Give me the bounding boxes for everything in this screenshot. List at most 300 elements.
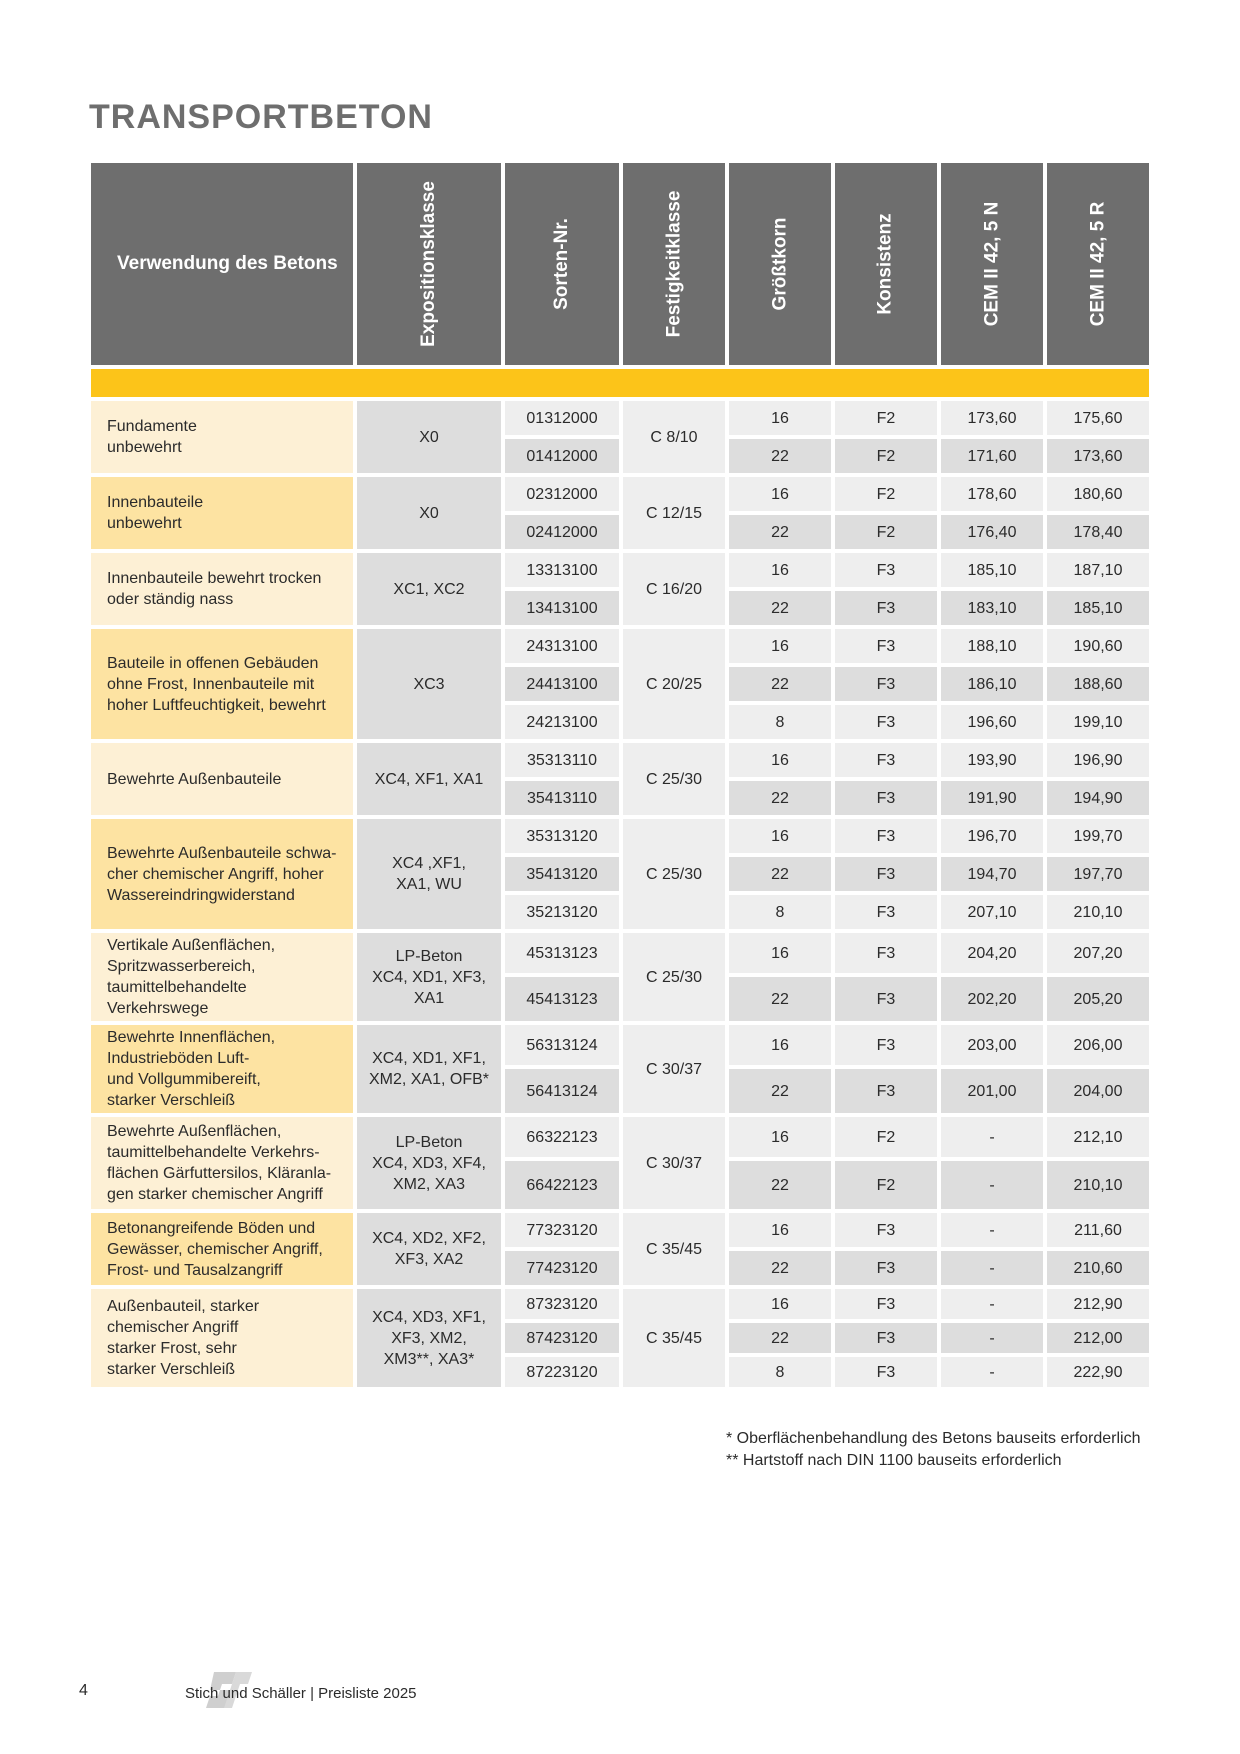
- strength-class-cell-text: C 30/37: [645, 1060, 703, 1078]
- price-cem-n-cell: [941, 591, 1043, 625]
- exposure-class-cell-text: XC4, XF1, XA1: [374, 770, 484, 788]
- header-accent-band: [91, 369, 1149, 397]
- consistency-cell-text: F3: [876, 751, 896, 769]
- price-cem-n-cell: [941, 1289, 1043, 1319]
- price-cem-n-cell: [941, 439, 1043, 473]
- sort-number-cell-text: 87223120: [526, 1363, 598, 1381]
- exposure-class-cell: [357, 629, 501, 739]
- price-cem-r-cell-text: 175,60: [1073, 409, 1123, 427]
- grain-size-cell-text: 16: [771, 1128, 789, 1146]
- consistency-cell: [835, 705, 937, 739]
- sort-number-cell-text: 13413100: [526, 599, 598, 617]
- price-cem-r-cell-text: 205,20: [1073, 990, 1123, 1008]
- grain-size-cell: [729, 439, 831, 473]
- grain-size-cell-text: 22: [771, 1082, 789, 1100]
- price-cem-r-cell: [1047, 667, 1149, 701]
- grain-size-cell-text: 16: [771, 827, 789, 845]
- header-groesstkorn: [729, 163, 831, 365]
- price-cem-n-cell: [941, 401, 1043, 435]
- strength-class-cell-text: C 12/15: [645, 504, 703, 522]
- price-cem-r-cell: [1047, 1025, 1149, 1065]
- price-cem-r-cell-text: 190,60: [1073, 637, 1123, 655]
- header-expositionsklasse: [357, 163, 501, 365]
- sort-number-cell-text: 35313110: [527, 751, 597, 769]
- consistency-cell: [835, 591, 937, 625]
- consistency-cell: [835, 1117, 937, 1157]
- sort-number-cell: [505, 705, 619, 739]
- price-cem-n-cell: [941, 553, 1043, 587]
- consistency-cell: [835, 629, 937, 663]
- grain-size-cell: [729, 1251, 831, 1285]
- exposure-class-cell-text: XC3: [413, 675, 445, 693]
- price-cem-n-cell-text: 204,20: [967, 944, 1017, 962]
- sort-number-cell: [505, 1025, 619, 1065]
- usage-cell-text: Bewehrte Außenflächen, taumittelbehandelte Verkehrs- flächen Gärfuttersilos, Kläranla- gen starker chemischer Angriff: [107, 1123, 332, 1203]
- usage-cell: [91, 1117, 353, 1209]
- price-cem-n-cell: [941, 743, 1043, 777]
- grain-size-cell: [729, 781, 831, 815]
- sort-number-cell-text: 35413110: [527, 789, 597, 807]
- sort-number-cell: [505, 1161, 619, 1209]
- consistency-cell: [835, 1251, 937, 1285]
- header-label: CEM II 42, 5 R: [1087, 201, 1109, 327]
- consistency-cell-text: F3: [876, 713, 896, 731]
- price-cem-n-cell-text: -: [989, 1329, 995, 1347]
- grain-size-cell: [729, 1213, 831, 1247]
- consistency-cell-text: F2: [876, 447, 896, 465]
- sort-number-cell-text: 77323120: [526, 1221, 598, 1239]
- sort-number-cell: [505, 1117, 619, 1157]
- sort-number-cell: [505, 439, 619, 473]
- sort-number-cell-text: 35213120: [526, 903, 598, 921]
- header-verwendung: Verwendung des Betons: [91, 163, 353, 365]
- price-cem-r-cell: [1047, 1357, 1149, 1387]
- exposure-class-cell-text: XC4 ,XF1, XA1, WU: [392, 855, 466, 893]
- usage-cell-text: Fundamente unbewehrt: [107, 418, 197, 456]
- grain-size-cell-text: 16: [771, 485, 789, 503]
- grain-size-cell-text: 22: [771, 447, 789, 465]
- price-cem-n-cell: [941, 1357, 1043, 1387]
- strength-class-cell: [623, 553, 725, 625]
- grain-size-cell: [729, 401, 831, 435]
- sort-number-cell: [505, 1069, 619, 1113]
- consistency-cell: [835, 1289, 937, 1319]
- consistency-cell: [835, 1025, 937, 1065]
- footnote: * Oberflächenbehandlung des Betons bauseits erforderlich: [726, 1430, 1141, 1447]
- header-konsistenz: [835, 163, 937, 365]
- price-cem-n-cell-text: -: [989, 1259, 995, 1277]
- price-cem-n-cell-text: -: [989, 1363, 995, 1381]
- sort-number-cell: [505, 629, 619, 663]
- sort-number-cell-text: 87423120: [526, 1329, 598, 1347]
- grain-size-cell-text: 8: [775, 903, 785, 921]
- consistency-cell-text: F3: [876, 944, 896, 962]
- price-cem-n-cell: [941, 515, 1043, 549]
- price-cem-r-cell: [1047, 477, 1149, 511]
- price-cem-n-cell: [941, 667, 1043, 701]
- strength-class-cell-text: C 35/45: [645, 1240, 703, 1258]
- price-cem-r-cell-text: 194,90: [1073, 789, 1123, 807]
- strength-class-cell-text: C 16/20: [645, 580, 703, 598]
- price-cem-n-cell-text: -: [989, 1221, 995, 1239]
- consistency-cell: [835, 743, 937, 777]
- price-cem-r-cell-text: 212,10: [1073, 1128, 1123, 1146]
- sort-number-cell-text: 01312000: [526, 409, 598, 427]
- sort-number-cell: [505, 895, 619, 929]
- price-cem-n-cell-text: 171,60: [967, 447, 1017, 465]
- consistency-cell: [835, 401, 937, 435]
- sort-number-cell: [505, 477, 619, 511]
- price-cem-n-cell: [941, 477, 1043, 511]
- grain-size-cell-text: 16: [771, 409, 789, 427]
- grain-size-cell: [729, 1357, 831, 1387]
- grain-size-cell-text: 22: [771, 789, 789, 807]
- price-cem-r-cell-text: 178,40: [1073, 523, 1123, 541]
- price-cem-n-cell-text: 183,10: [967, 599, 1017, 617]
- exposure-class-cell: [357, 933, 501, 1021]
- grain-size-cell: [729, 705, 831, 739]
- consistency-cell-text: F3: [876, 903, 896, 921]
- price-cem-n-cell: [941, 1323, 1043, 1353]
- sort-number-cell-text: 02412000: [526, 523, 598, 541]
- consistency-cell-text: F3: [876, 561, 896, 579]
- price-cem-r-cell: [1047, 1289, 1149, 1319]
- usage-cell-text: Bewehrte Innenflächen, Industrieböden Luft- und Vollgummibereift, starker Verschleiß: [107, 1029, 276, 1109]
- price-cem-n-cell: [941, 629, 1043, 663]
- sort-number-cell-text: 02312000: [526, 485, 598, 503]
- price-cem-r-cell: [1047, 705, 1149, 739]
- consistency-cell-text: F3: [876, 1363, 896, 1381]
- header-cem-r: [1047, 163, 1149, 365]
- sort-number-cell: [505, 553, 619, 587]
- grain-size-cell-text: 22: [771, 599, 789, 617]
- price-cem-r-cell-text: 210,60: [1073, 1259, 1123, 1277]
- price-cem-n-cell: [941, 895, 1043, 929]
- exposure-class-cell-text: XC1, XC2: [393, 580, 465, 598]
- usage-cell-text: Vertikale Außenflächen, Spritzwasserbereich, taumittelbehandelte Verkehrswege: [107, 937, 276, 1017]
- strength-class-cell-text: C 25/30: [645, 968, 703, 986]
- price-cem-n-cell: [941, 1213, 1043, 1247]
- grain-size-cell-text: 22: [771, 1329, 789, 1347]
- price-cem-r-cell-text: 204,00: [1073, 1082, 1123, 1100]
- strength-class-cell: [623, 743, 725, 815]
- price-cem-r-cell: [1047, 743, 1149, 777]
- price-cem-n-cell: [941, 819, 1043, 853]
- consistency-cell-text: F3: [876, 599, 896, 617]
- sort-number-cell-text: 13313100: [526, 561, 598, 579]
- sort-number-cell-text: 01412000: [526, 447, 598, 465]
- exposure-class-cell: [357, 1213, 501, 1285]
- price-cem-n-cell-text: -: [989, 1176, 995, 1194]
- exposure-class-cell-text: LP-Beton XC4, XD1, XF3, XA1: [372, 947, 486, 1007]
- sort-number-cell-text: 45313123: [526, 944, 598, 962]
- usage-cell: [91, 933, 353, 1021]
- sort-number-cell: [505, 781, 619, 815]
- price-cem-n-cell-text: -: [989, 1295, 995, 1313]
- strength-class-cell: [623, 1213, 725, 1285]
- consistency-cell-text: F3: [876, 990, 896, 1008]
- price-cem-r-cell-text: 207,20: [1073, 944, 1123, 962]
- price-cem-r-cell-text: 197,70: [1073, 865, 1123, 883]
- grain-size-cell: [729, 1025, 831, 1065]
- price-cem-n-cell: [941, 1069, 1043, 1113]
- grain-size-cell: [729, 1117, 831, 1157]
- price-cem-n-cell-text: 196,70: [967, 827, 1017, 845]
- grain-size-cell: [729, 591, 831, 625]
- exposure-class-cell-text: X0: [419, 504, 439, 522]
- price-cem-r-cell-text: 211,60: [1074, 1221, 1122, 1239]
- sort-number-cell: [505, 1213, 619, 1247]
- price-cem-r-cell: [1047, 1251, 1149, 1285]
- price-cem-n-cell-text: 176,40: [967, 523, 1017, 541]
- consistency-cell-text: F3: [876, 1221, 896, 1239]
- strength-class-cell-text: C 8/10: [650, 428, 698, 446]
- consistency-cell-text: F3: [876, 1082, 896, 1100]
- price-cem-r-cell-text: 187,10: [1073, 561, 1123, 579]
- sort-number-cell: [505, 667, 619, 701]
- sort-number-cell-text: 56413124: [526, 1082, 598, 1100]
- grain-size-cell-text: 16: [771, 1295, 789, 1313]
- usage-cell: [91, 743, 353, 815]
- sort-number-cell-text: 35313120: [526, 827, 598, 845]
- price-cem-r-cell: [1047, 781, 1149, 815]
- consistency-cell: [835, 439, 937, 473]
- price-cem-r-cell-text: 210,10: [1073, 903, 1123, 921]
- sort-number-cell-text: 56313124: [526, 1036, 598, 1054]
- sort-number-cell: [505, 819, 619, 853]
- consistency-cell-text: F3: [876, 1259, 896, 1277]
- price-cem-r-cell-text: 180,60: [1073, 485, 1123, 503]
- price-cem-n-cell: [941, 857, 1043, 891]
- price-cem-r-cell-text: 222,90: [1073, 1363, 1123, 1381]
- price-cem-r-cell-text: 199,70: [1073, 827, 1123, 845]
- consistency-cell-text: F2: [876, 409, 896, 427]
- price-cem-r-cell-text: 212,90: [1073, 1295, 1123, 1313]
- strength-class-cell-text: C 25/30: [645, 865, 703, 883]
- grain-size-cell: [729, 933, 831, 973]
- consistency-cell-text: F3: [876, 637, 896, 655]
- consistency-cell: [835, 933, 937, 973]
- usage-cell: [91, 629, 353, 739]
- header-label: Festigkeitklasse: [663, 190, 684, 338]
- consistency-cell-text: F3: [876, 675, 896, 693]
- exposure-class-cell: [357, 819, 501, 929]
- sort-number-cell: [505, 401, 619, 435]
- strength-class-cell-text: C 20/25: [645, 675, 703, 693]
- strength-class-cell-text: C 30/37: [645, 1154, 703, 1172]
- price-cem-r-cell-text: 199,10: [1073, 713, 1123, 731]
- price-cem-n-cell-text: -: [989, 1128, 995, 1146]
- header-label: CEM II 42, 5 N: [981, 201, 1003, 327]
- usage-cell: [91, 477, 353, 549]
- price-cem-r-cell: [1047, 857, 1149, 891]
- grain-size-cell: [729, 1161, 831, 1209]
- price-cem-n-cell-text: 194,70: [967, 865, 1017, 883]
- consistency-cell: [835, 553, 937, 587]
- grain-size-cell: [729, 629, 831, 663]
- price-cem-r-cell-text: 185,10: [1073, 599, 1123, 617]
- grain-size-cell-text: 22: [771, 675, 789, 693]
- price-cem-r-cell-text: 173,60: [1073, 447, 1123, 465]
- footnote: ** Hartstoff nach DIN 1100 bauseits erforderlich: [726, 1452, 1062, 1469]
- usage-cell-text: Bewehrte Außenbauteile schwa- cher chemischer Angriff, hoher Wassereindringwiderstand: [107, 844, 337, 904]
- usage-cell-text: Außenbauteil, starker chemischer Angriff starker Frost, sehr starker Verschleiß: [107, 1298, 260, 1378]
- strength-class-cell-text: C 35/45: [645, 1329, 703, 1347]
- header-label: Expositionsklasse: [418, 181, 440, 347]
- grain-size-cell: [729, 857, 831, 891]
- grain-size-cell: [729, 667, 831, 701]
- strength-class-cell: [623, 819, 725, 929]
- price-cem-n-cell: [941, 1161, 1043, 1209]
- consistency-cell: [835, 667, 937, 701]
- consistency-cell-text: F2: [876, 1128, 896, 1146]
- consistency-cell-text: F3: [876, 865, 896, 883]
- consistency-cell: [835, 977, 937, 1021]
- grain-size-cell: [729, 477, 831, 511]
- grain-size-cell-text: 22: [771, 1176, 789, 1194]
- grain-size-cell-text: 16: [771, 751, 789, 769]
- price-cem-r-cell: [1047, 629, 1149, 663]
- grain-size-cell-text: 8: [775, 713, 785, 731]
- strength-class-cell: [623, 629, 725, 739]
- price-cem-r-cell: [1047, 1161, 1149, 1209]
- usage-cell-text: Innenbauteile unbewehrt: [107, 494, 204, 532]
- sort-number-cell-text: 24413100: [526, 675, 598, 693]
- consistency-cell-text: F3: [876, 789, 896, 807]
- grain-size-cell-text: 16: [771, 1221, 789, 1239]
- price-cem-r-cell: [1047, 977, 1149, 1021]
- usage-cell: [91, 1213, 353, 1285]
- price-cem-n-cell-text: 191,90: [967, 789, 1017, 807]
- price-cem-n-cell-text: 193,90: [967, 751, 1017, 769]
- consistency-cell-text: F3: [876, 1329, 896, 1347]
- exposure-class-cell: [357, 477, 501, 549]
- price-cem-r-cell-text: 206,00: [1073, 1036, 1123, 1054]
- exposure-class-cell: [357, 1117, 501, 1209]
- price-cem-n-cell-text: 173,60: [967, 409, 1017, 427]
- usage-cell-text: Innenbauteile bewehrt trocken oder ständig nass: [107, 570, 322, 608]
- price-cem-n-cell-text: 201,00: [967, 1082, 1017, 1100]
- sort-number-cell-text: 87323120: [526, 1295, 598, 1313]
- exposure-class-cell: [357, 401, 501, 473]
- price-cem-r-cell: [1047, 1213, 1149, 1247]
- consistency-cell: [835, 1323, 937, 1353]
- usage-cell-text: Betonangreifende Böden und Gewässer, chemischer Angriff, Frost- und Tausalzangriff: [107, 1219, 323, 1279]
- sort-number-cell-text: 77423120: [526, 1259, 598, 1277]
- consistency-cell-text: F3: [876, 1295, 896, 1313]
- price-cem-r-cell: [1047, 895, 1149, 929]
- consistency-cell: [835, 781, 937, 815]
- sort-number-cell: [505, 857, 619, 891]
- strength-class-cell-text: C 25/30: [645, 770, 703, 788]
- grain-size-cell: [729, 895, 831, 929]
- price-cem-r-cell: [1047, 819, 1149, 853]
- consistency-cell-text: F2: [876, 1176, 896, 1194]
- exposure-class-cell: [357, 1289, 501, 1387]
- footer-text: Stich und Schäller | Preisliste 2025: [185, 1685, 417, 1702]
- usage-cell: [91, 1025, 353, 1113]
- sort-number-cell-text: 35413120: [526, 865, 598, 883]
- sort-number-cell: [505, 591, 619, 625]
- exposure-class-cell: [357, 553, 501, 625]
- price-cem-r-cell: [1047, 591, 1149, 625]
- consistency-cell: [835, 1161, 937, 1209]
- page-title: TRANSPORTBETON: [89, 98, 433, 136]
- grain-size-cell-text: 16: [771, 944, 789, 962]
- strength-class-cell: [623, 477, 725, 549]
- usage-cell: [91, 401, 353, 473]
- consistency-cell: [835, 819, 937, 853]
- sort-number-cell: [505, 1323, 619, 1353]
- price-cem-n-cell-text: 186,10: [967, 675, 1017, 693]
- header-festigkeitklasse: [623, 163, 725, 365]
- exposure-class-cell: [357, 743, 501, 815]
- sort-number-cell: [505, 933, 619, 973]
- grain-size-cell: [729, 515, 831, 549]
- sort-number-cell: [505, 977, 619, 1021]
- grain-size-cell: [729, 1069, 831, 1113]
- sort-number-cell-text: 24313100: [526, 637, 598, 655]
- price-cem-n-cell: [941, 1251, 1043, 1285]
- price-cem-r-cell: [1047, 1069, 1149, 1113]
- grain-size-cell-text: 22: [771, 523, 789, 541]
- consistency-cell-text: F3: [876, 827, 896, 845]
- price-cem-n-cell: [941, 933, 1043, 973]
- grain-size-cell-text: 16: [771, 637, 789, 655]
- strength-class-cell: [623, 933, 725, 1021]
- consistency-cell: [835, 1357, 937, 1387]
- price-cem-r-cell: [1047, 1117, 1149, 1157]
- header-sorten-nr: [505, 163, 619, 365]
- consistency-cell: [835, 895, 937, 929]
- usage-cell: [91, 819, 353, 929]
- consistency-cell-text: F3: [876, 1036, 896, 1054]
- sort-number-cell-text: 24213100: [526, 713, 598, 731]
- header-label: Konsistenz: [874, 213, 896, 315]
- header-label: Größtkorn: [768, 217, 790, 311]
- price-cem-n-cell-text: 188,10: [967, 637, 1017, 655]
- price-cem-r-cell: [1047, 515, 1149, 549]
- grain-size-cell: [729, 977, 831, 1021]
- price-cem-n-cell-text: 196,60: [967, 713, 1017, 731]
- price-cem-n-cell: [941, 705, 1043, 739]
- price-cem-r-cell: [1047, 553, 1149, 587]
- consistency-cell-text: F2: [876, 485, 896, 503]
- price-cem-r-cell: [1047, 439, 1149, 473]
- consistency-cell: [835, 477, 937, 511]
- consistency-cell: [835, 515, 937, 549]
- sort-number-cell-text: 66322123: [526, 1128, 598, 1146]
- exposure-class-cell-text: LP-Beton XC4, XD3, XF4, XM2, XA3: [372, 1133, 486, 1193]
- price-cem-r-cell-text: 196,90: [1073, 751, 1123, 769]
- grain-size-cell-text: 16: [771, 561, 789, 579]
- price-cem-r-cell: [1047, 401, 1149, 435]
- grain-size-cell-text: 16: [771, 1036, 789, 1054]
- price-cem-r-cell: [1047, 933, 1149, 973]
- price-cem-n-cell: [941, 1117, 1043, 1157]
- strength-class-cell: [623, 1025, 725, 1113]
- footnotes: [726, 1428, 1141, 1472]
- sort-number-cell-text: 66422123: [526, 1176, 598, 1194]
- price-cem-n-cell-text: 207,10: [967, 903, 1017, 921]
- consistency-cell: [835, 1069, 937, 1113]
- sort-number-cell: [505, 515, 619, 549]
- usage-cell: [91, 1289, 353, 1387]
- grain-size-cell-text: 22: [771, 865, 789, 883]
- price-cem-n-cell-text: 178,60: [967, 485, 1017, 503]
- grain-size-cell: [729, 1289, 831, 1319]
- usage-cell: [91, 553, 353, 625]
